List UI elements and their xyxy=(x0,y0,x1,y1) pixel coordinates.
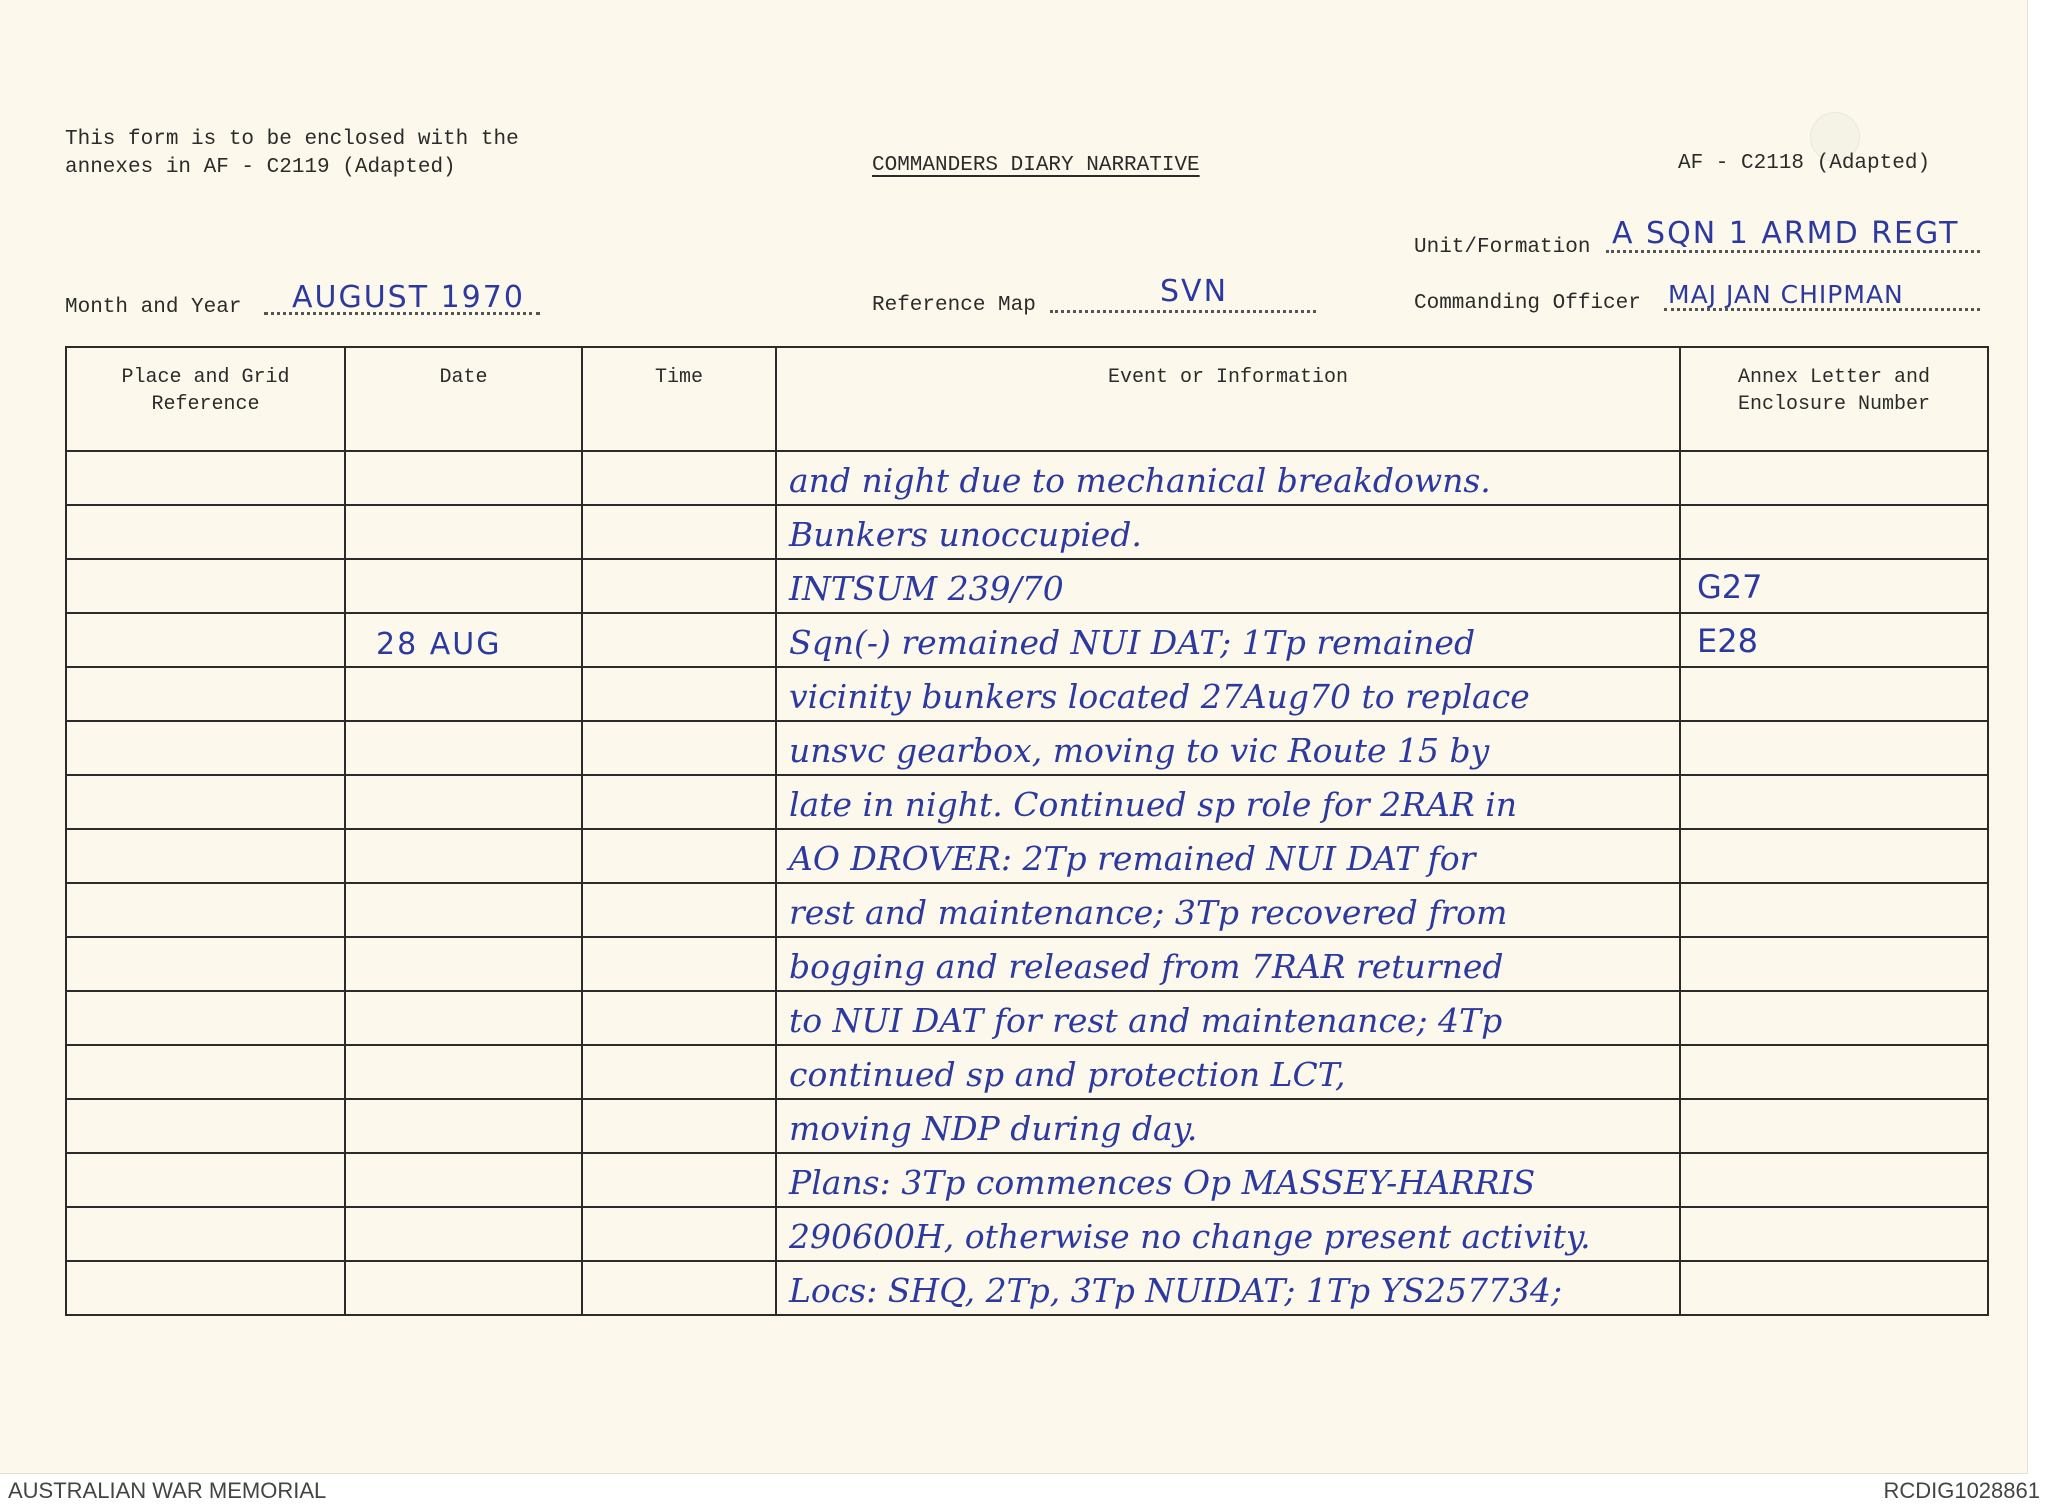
annex-cell xyxy=(1680,1153,1988,1207)
date-cell xyxy=(345,721,582,775)
table-row xyxy=(66,559,1988,613)
annex-cell-text: G27 xyxy=(1697,568,1763,606)
event-cell xyxy=(776,991,1680,1045)
table-row xyxy=(66,1099,1988,1153)
event-cell-text: Plans: 3Tp commences Op MASSEY-HARRIS xyxy=(789,1163,1536,1202)
annex-cell-text xyxy=(1681,768,1987,774)
annex-cell-text xyxy=(1681,1092,1987,1098)
annex-cell xyxy=(1680,1207,1988,1261)
place-cell-text xyxy=(67,1148,344,1152)
place-cell xyxy=(66,1045,345,1099)
event-cell xyxy=(776,1099,1680,1153)
place-cell-text xyxy=(67,608,344,612)
annex-cell xyxy=(1680,451,1988,505)
event-cell xyxy=(776,1207,1680,1261)
table-row xyxy=(66,613,1988,667)
event-cell xyxy=(776,829,1680,883)
event-cell-text: unsvc gearbox, moving to vic Route 15 by xyxy=(789,731,1490,770)
event-cell-text: vicinity bunkers located 27Aug70 to replace xyxy=(789,677,1530,716)
annex-cell xyxy=(1680,1099,1988,1153)
event-cell xyxy=(776,937,1680,991)
annex-cell xyxy=(1680,667,1988,721)
event-cell xyxy=(776,1153,1680,1207)
table-row xyxy=(66,1153,1988,1207)
date-cell xyxy=(345,991,582,1045)
date-cell xyxy=(345,1261,582,1315)
time-cell xyxy=(582,451,776,505)
map-dotted-line xyxy=(1050,310,1316,313)
event-cell xyxy=(776,1261,1680,1315)
annex-cell-text: E28 xyxy=(1697,622,1758,660)
table-row xyxy=(66,1045,1988,1099)
place-cell-text xyxy=(67,554,344,558)
annex-cell-text xyxy=(1681,552,1987,558)
place-cell xyxy=(66,505,345,559)
annex-cell xyxy=(1680,1045,1988,1099)
annex-cell xyxy=(1680,613,1988,667)
time-cell xyxy=(582,1261,776,1315)
page-title: COMMANDERS DIARY NARRATIVE xyxy=(872,154,1200,177)
place-cell-text xyxy=(67,824,344,828)
place-cell-text xyxy=(67,1310,344,1314)
annex-cell-text xyxy=(1681,930,1987,936)
time-cell xyxy=(582,721,776,775)
date-cell-text xyxy=(346,824,581,828)
time-cell xyxy=(582,829,776,883)
table-row xyxy=(66,1261,1988,1315)
column-header-event: Event or Information xyxy=(776,347,1680,451)
month-value: AUGUST 1970 xyxy=(292,280,525,315)
time-cell xyxy=(582,613,776,667)
event-cell-text: to NUI DAT for rest and maintenance; 4Tp xyxy=(789,1001,1503,1040)
date-cell xyxy=(345,613,582,667)
table-body xyxy=(66,451,1988,1315)
date-cell xyxy=(345,1207,582,1261)
place-cell-text xyxy=(67,500,344,504)
unit-value: A SQN 1 ARMD REGT xyxy=(1612,216,1960,251)
event-cell xyxy=(776,667,1680,721)
annex-cell xyxy=(1680,721,1988,775)
place-cell-text xyxy=(67,986,344,990)
time-cell-text xyxy=(583,932,775,936)
time-cell-text xyxy=(583,662,775,666)
place-cell xyxy=(66,883,345,937)
form-number: AF - C2118 (Adapted) xyxy=(1678,152,1931,175)
annex-cell xyxy=(1680,559,1988,613)
date-cell-text xyxy=(346,986,581,990)
place-cell xyxy=(66,937,345,991)
annex-cell xyxy=(1680,937,1988,991)
annex-cell-text xyxy=(1681,1146,1987,1152)
date-cell xyxy=(345,1045,582,1099)
table-row xyxy=(66,937,1988,991)
month-label: Month and Year xyxy=(65,296,242,319)
annex-cell-text xyxy=(1681,498,1987,504)
date-cell xyxy=(345,667,582,721)
annex-cell xyxy=(1680,829,1988,883)
annex-cell-text xyxy=(1681,714,1987,720)
annex-cell xyxy=(1680,505,1988,559)
place-cell-text xyxy=(67,662,344,666)
date-cell-text xyxy=(346,1310,581,1314)
table-row xyxy=(66,991,1988,1045)
table-row xyxy=(66,775,1988,829)
time-cell xyxy=(582,559,776,613)
event-cell xyxy=(776,613,1680,667)
officer-label: Commanding Officer xyxy=(1414,292,1641,315)
event-cell xyxy=(776,1045,1680,1099)
time-cell-text xyxy=(583,500,775,504)
date-cell xyxy=(345,505,582,559)
annex-cell-text xyxy=(1681,1200,1987,1206)
place-cell xyxy=(66,1261,345,1315)
date-cell-text xyxy=(346,932,581,936)
time-cell xyxy=(582,1207,776,1261)
table-row xyxy=(66,829,1988,883)
time-cell-text xyxy=(583,878,775,882)
event-cell-text: moving NDP during day. xyxy=(789,1109,1198,1148)
time-cell xyxy=(582,1045,776,1099)
footer-right: RCDIG1028861 xyxy=(1883,1478,2040,1503)
table-row xyxy=(66,667,1988,721)
place-cell-text xyxy=(67,1040,344,1044)
place-cell xyxy=(66,613,345,667)
column-header-annex: Annex Letter and Enclosure Number xyxy=(1680,347,1988,451)
place-cell-text xyxy=(67,1094,344,1098)
place-cell xyxy=(66,775,345,829)
time-cell-text xyxy=(583,1040,775,1044)
time-cell-text xyxy=(583,1148,775,1152)
diary-table xyxy=(65,346,1989,1316)
event-cell xyxy=(776,883,1680,937)
date-cell-text xyxy=(346,1148,581,1152)
instruction-line-1: This form is to be enclosed with the xyxy=(65,128,519,151)
date-cell xyxy=(345,775,582,829)
place-cell-text xyxy=(67,878,344,882)
table-row xyxy=(66,721,1988,775)
date-cell xyxy=(345,1153,582,1207)
annex-cell-text xyxy=(1681,984,1987,990)
event-cell-text: Sqn(-) remained NUI DAT; 1Tp remained xyxy=(789,623,1476,662)
place-cell-text xyxy=(67,1202,344,1206)
event-cell xyxy=(776,505,1680,559)
event-cell-text: late in night. Continued sp role for 2RAR in xyxy=(789,785,1517,824)
date-cell xyxy=(345,1099,582,1153)
event-cell-text: 290600H, otherwise no change present activity. xyxy=(789,1217,1591,1256)
date-cell-text xyxy=(346,878,581,882)
table-row xyxy=(66,505,1988,559)
time-cell xyxy=(582,1099,776,1153)
table-row xyxy=(66,883,1988,937)
date-cell xyxy=(345,451,582,505)
date-cell-text xyxy=(346,500,581,504)
event-cell-text: Locs: SHQ, 2Tp, 3Tp NUIDAT; 1Tp YS257734; xyxy=(789,1271,1563,1310)
annex-cell xyxy=(1680,1261,1988,1315)
time-cell xyxy=(582,1153,776,1207)
date-cell-text xyxy=(346,1094,581,1098)
annex-cell-text xyxy=(1681,876,1987,882)
event-cell-text: and night due to mechanical breakdowns. xyxy=(789,461,1491,500)
time-cell-text xyxy=(583,608,775,612)
column-header-date: Date xyxy=(345,347,582,451)
place-cell-text xyxy=(67,716,344,720)
place-cell xyxy=(66,559,345,613)
column-header-time: Time xyxy=(582,347,776,451)
event-cell-text: Bunkers unoccupied. xyxy=(789,515,1142,554)
place-cell-text xyxy=(67,932,344,936)
footer-left: AUSTRALIAN WAR MEMORIAL xyxy=(8,1478,327,1503)
place-cell xyxy=(66,1207,345,1261)
time-cell-text xyxy=(583,554,775,558)
table-row xyxy=(66,451,1988,505)
time-cell-text xyxy=(583,1094,775,1098)
event-cell-text: rest and maintenance; 3Tp recovered from xyxy=(789,893,1508,932)
event-cell xyxy=(776,451,1680,505)
annex-cell-text xyxy=(1681,822,1987,828)
time-cell xyxy=(582,667,776,721)
time-cell-text xyxy=(583,770,775,774)
date-cell-text xyxy=(346,770,581,774)
place-cell xyxy=(66,829,345,883)
officer-value: MAJ JAN CHIPMAN xyxy=(1668,280,1904,309)
place-cell xyxy=(66,1153,345,1207)
event-cell xyxy=(776,721,1680,775)
column-header-place: Place and Grid Reference xyxy=(66,347,345,451)
annex-cell-text xyxy=(1681,1254,1987,1260)
date-cell xyxy=(345,559,582,613)
date-cell-text xyxy=(346,1202,581,1206)
annex-cell xyxy=(1680,991,1988,1045)
place-cell xyxy=(66,667,345,721)
date-cell-text xyxy=(346,716,581,720)
place-cell xyxy=(66,451,345,505)
time-cell xyxy=(582,883,776,937)
map-label: Reference Map xyxy=(872,294,1036,317)
event-cell xyxy=(776,559,1680,613)
table-header-row xyxy=(66,347,1988,451)
time-cell-text xyxy=(583,824,775,828)
map-value: SVN xyxy=(1160,274,1229,309)
place-cell-text xyxy=(67,1256,344,1260)
date-cell-text xyxy=(346,1256,581,1260)
time-cell xyxy=(582,775,776,829)
date-cell-text: 28 AUG xyxy=(376,627,502,662)
date-cell-text xyxy=(346,608,581,612)
unit-label: Unit/Formation xyxy=(1414,236,1591,259)
time-cell-text xyxy=(583,1256,775,1260)
date-cell xyxy=(345,937,582,991)
time-cell-text xyxy=(583,1202,775,1206)
time-cell xyxy=(582,991,776,1045)
time-cell xyxy=(582,937,776,991)
place-cell xyxy=(66,991,345,1045)
time-cell-text xyxy=(583,986,775,990)
time-cell-text xyxy=(583,716,775,720)
event-cell xyxy=(776,775,1680,829)
date-cell-text xyxy=(346,554,581,558)
place-cell xyxy=(66,1099,345,1153)
annex-cell xyxy=(1680,883,1988,937)
date-cell-text xyxy=(346,1040,581,1044)
event-cell-text: INTSUM 239/70 xyxy=(789,569,1064,608)
event-cell-text: bogging and released from 7RAR returned xyxy=(789,947,1504,986)
place-cell-text xyxy=(67,770,344,774)
date-cell xyxy=(345,829,582,883)
event-cell-text: continued sp and protection LCT, xyxy=(789,1055,1346,1094)
time-cell-text xyxy=(583,1310,775,1314)
annex-cell-text xyxy=(1681,1038,1987,1044)
table-row xyxy=(66,1207,1988,1261)
annex-cell xyxy=(1680,775,1988,829)
place-cell xyxy=(66,721,345,775)
annex-cell-text xyxy=(1681,1308,1987,1314)
time-cell xyxy=(582,505,776,559)
instruction-line-2: annexes in AF - C2119 (Adapted) xyxy=(65,156,456,179)
event-cell-text: AO DROVER: 2Tp remained NUI DAT for xyxy=(789,839,1476,878)
date-cell xyxy=(345,883,582,937)
